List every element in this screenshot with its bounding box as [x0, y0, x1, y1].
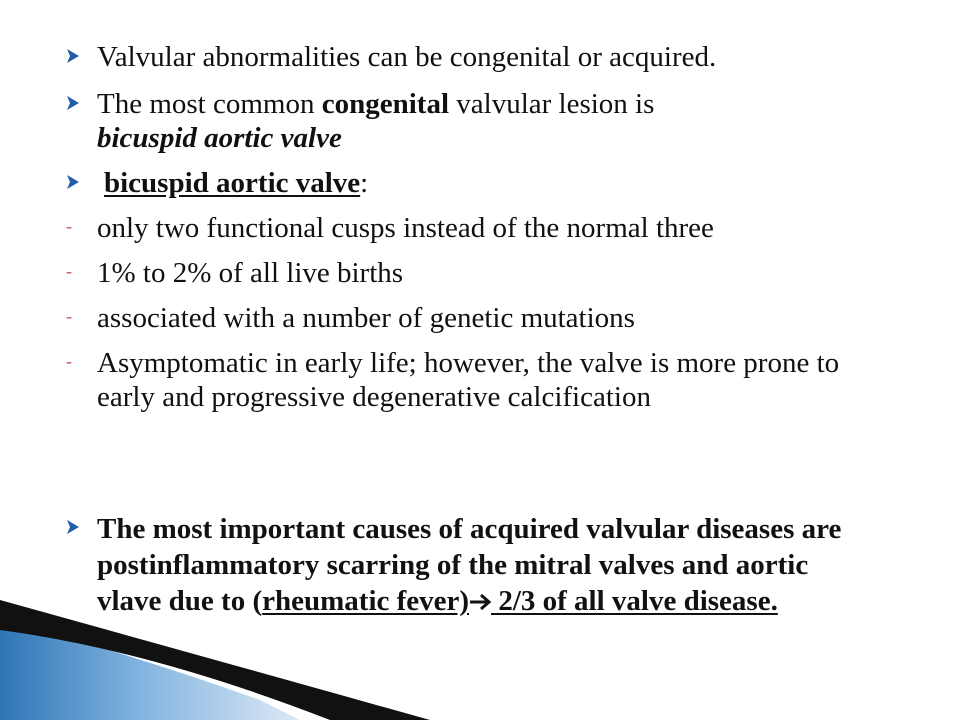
bullet-item — [66, 40, 896, 74]
dash-text: only two functional cusps instead of the normal three — [97, 212, 714, 244]
dash-item — [66, 211, 896, 245]
bullet-text: Valvular abnormalities can be congenital or acquired. — [97, 41, 717, 73]
bullet-heading: bicuspid aortic valve — [104, 167, 361, 199]
bullet-link-text: rheumatic fever) — [262, 585, 470, 617]
bullet-text-main: The most important causes of acquired valvular diseases are postinflammatory scarring of the mitral valves and aortic vlave due to ( — [97, 513, 842, 617]
dash-text: 1% to 2% of all live births — [97, 257, 404, 289]
dash-marker: - — [66, 216, 72, 236]
bullet-text-mid: valvular lesion is — [449, 88, 655, 120]
dash-item — [66, 301, 896, 335]
bullet-text-pre: The most common — [97, 88, 322, 120]
bullet-item — [66, 166, 896, 200]
dash-text: Asymptomatic in early life; however, the valve is more prone to early and progressive degenerative calcification — [97, 347, 840, 413]
bullet-text — [97, 87, 896, 155]
decorative-swoosh — [0, 580, 960, 720]
bullet-item — [66, 87, 896, 155]
bullet-text — [104, 166, 896, 200]
dash-marker: - — [66, 306, 72, 326]
bullet-text-strong: congenital — [321, 88, 450, 120]
dash-item — [66, 346, 896, 414]
dash-text: associated with a number of genetic mutations — [97, 302, 635, 334]
bullet-text-emphasis: bicuspid aortic valve — [97, 122, 342, 154]
dash-marker: - — [66, 351, 72, 371]
bullet-text-tail: 2/3 of all valve disease. — [491, 585, 778, 617]
arrow-bullet-icon — [66, 511, 88, 535]
bullet-heading-suffix: : — [360, 167, 369, 199]
arrow-bullet-icon — [66, 87, 88, 111]
arrow-bullet-icon — [66, 40, 88, 64]
dash-item — [66, 256, 896, 290]
arrow-bullet-icon — [66, 166, 88, 190]
dash-marker: - — [66, 261, 72, 281]
